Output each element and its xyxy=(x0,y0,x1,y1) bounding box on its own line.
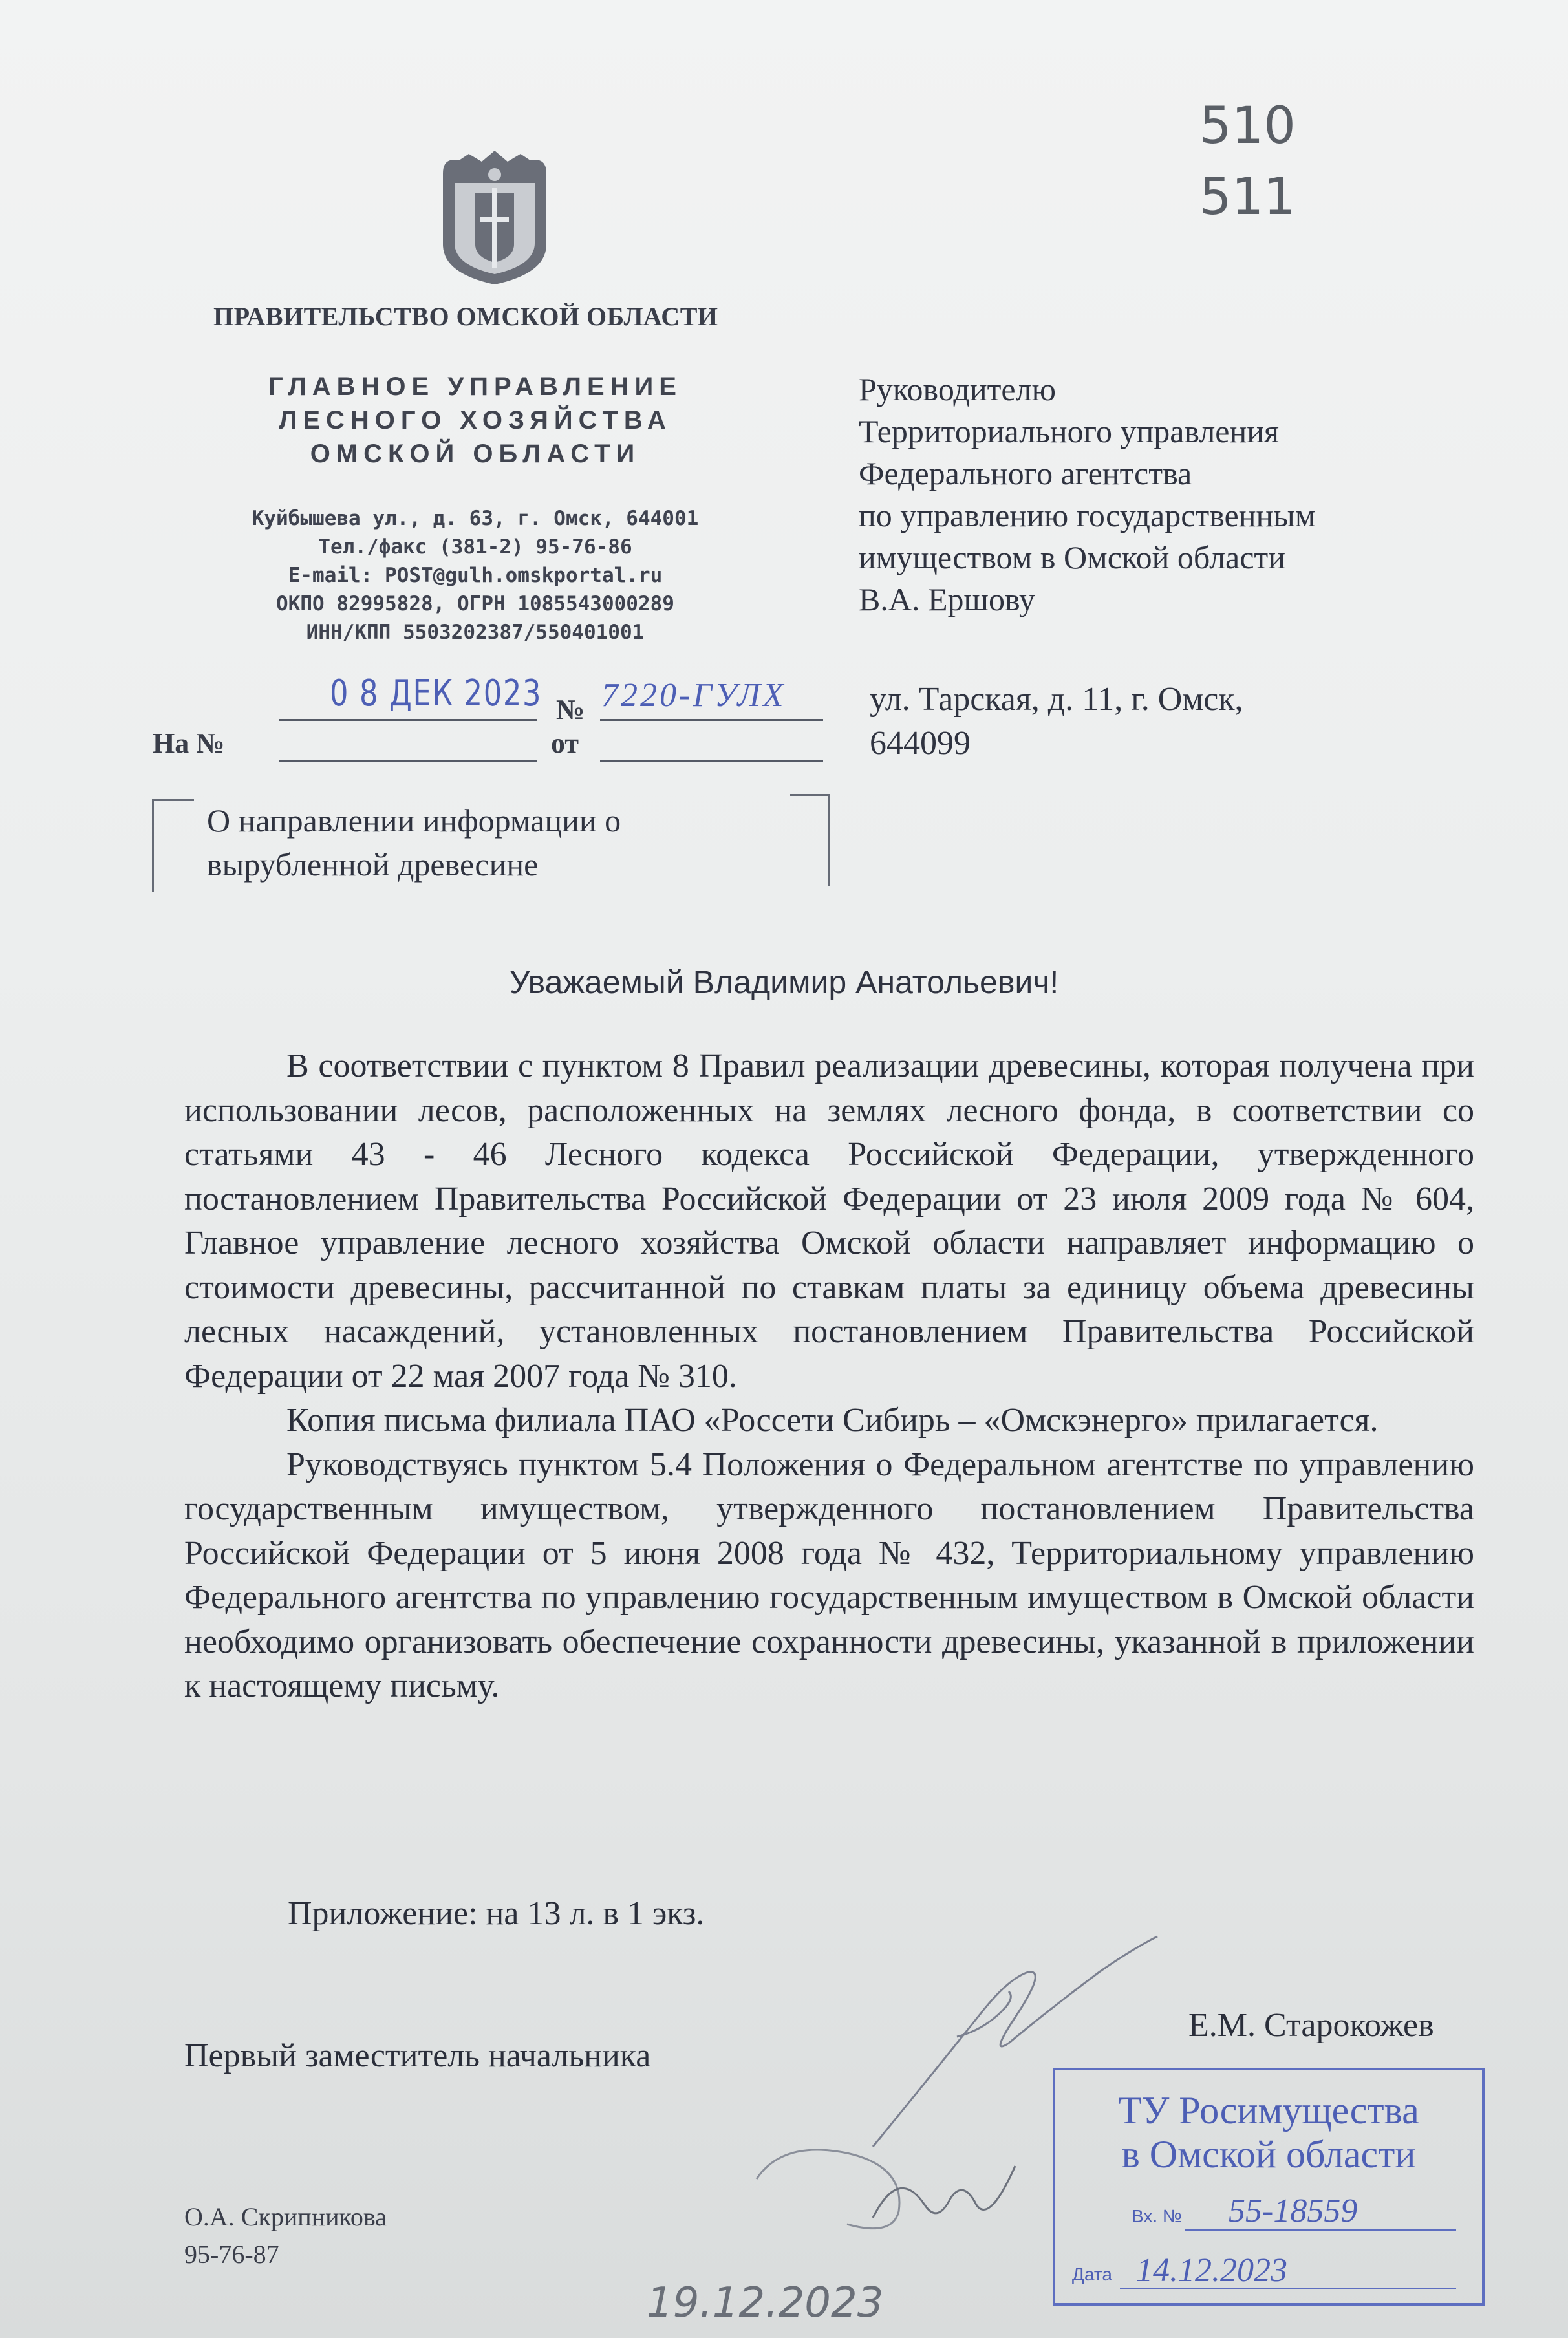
coat-of-arms-icon xyxy=(430,147,559,286)
body-paragraph: В соответствии с пунктом 8 Правил реализации древесины, которая получена при использовании лесов, расположенных на землях лесного фонда, в соответствии со статьями 43 - 46 Лесного кодекса Российской Федерации, утвержденного постановлением Правительства Российской Федерации от 23 июля 2009 года № 604, Главное управление лесного хозяйства Омской области направляет информацию о стоимости древесины, рассчитанной по ставкам платы за единицу объема древесины лесных насаждений, установленных постановлением Правительства Российской Федерации от 22 мая 2007 года № 310. xyxy=(184,1047,1474,1395)
executor-phone: 95-76-87 xyxy=(184,2240,279,2269)
number-line xyxy=(600,719,823,721)
stamp-title-line: в Омской области xyxy=(1121,2133,1416,2176)
registration-number: 7220-ГУЛХ xyxy=(601,677,786,714)
department-name xyxy=(194,370,757,471)
handwritten-number-1: 510 xyxy=(1199,97,1296,155)
subject-bracket-left xyxy=(152,799,194,892)
handwritten-number-2: 511 xyxy=(1199,168,1296,226)
executor-block xyxy=(184,2198,387,2273)
department-line: ЛЕСНОГО ХОЗЯЙСТВА xyxy=(279,406,672,434)
handwritten-note-top xyxy=(1199,91,1296,233)
addressee-line: Руководителю xyxy=(859,371,1056,407)
subject-line: О направлении информации о xyxy=(207,802,621,839)
handwritten-note-bottom xyxy=(310,2279,883,2327)
addressee-line: Территориального управления xyxy=(859,413,1279,449)
executor-name: О.А. Скрипникова xyxy=(184,2202,387,2231)
department-line: ОМСКОЙ ОБЛАСТИ xyxy=(310,440,641,468)
body-paragraph: Руководствуясь пунктом 5.4 Положения о Федеральном агентстве по управлению государственным имуществом, утвержденного постановлением Правительства Российской Федерации от 5 июня 2008 года № 432, Территориальному управлению Федерального агентства по управлению государственным имуществом в Омской области необходимо организовать обеспечение сохранности древесины, указанной в приложении к настоящему письму. xyxy=(184,1446,1474,1704)
contact-okpo: ОКПО 82995828, ОГРН 1085543000289 xyxy=(276,592,674,616)
addressee-block xyxy=(859,369,1316,621)
stamp-date-label: Дата xyxy=(1072,2264,1113,2284)
contact-phone: Тел./факс (381-2) 95-76-86 xyxy=(318,535,632,559)
registration-date-stamp: 0 8 ДЕК 2023 xyxy=(330,672,542,714)
government-name: ПРАВИТЕЛЬСТВО ОМСКОЙ ОБЛАСТИ xyxy=(213,302,718,331)
addressee-line: В.А. Ершову xyxy=(859,581,1035,617)
number-label: № xyxy=(556,694,585,725)
stamp-date-value: 14.12.2023 xyxy=(1136,2252,1287,2289)
addressee-address xyxy=(870,678,1243,766)
signer-name: Е.М. Старокожев xyxy=(1188,2007,1434,2044)
addressee-line: имуществом в Омской области xyxy=(859,539,1286,575)
signer-title: Первый заместитель начальника xyxy=(184,2037,651,2074)
address-line: 644099 xyxy=(870,725,971,762)
body-paragraph: Копия письма филиала ПАО «Россети Сибирь – «Омскэнерго» прилагается. xyxy=(286,1402,1379,1439)
stamp-title-line: ТУ Росимущества xyxy=(1118,2089,1419,2132)
subject-line: вырубленной древесине xyxy=(207,846,539,883)
department-contacts xyxy=(194,504,757,647)
reply-from-label: от xyxy=(551,727,579,759)
date-line xyxy=(279,719,537,721)
stamp-title xyxy=(1055,2088,1482,2176)
reply-number-line xyxy=(279,760,537,762)
address-line: ул. Тарская, д. 11, г. Омск, xyxy=(870,681,1243,718)
subject-bracket-right xyxy=(790,794,830,886)
stamp-in-number-label: Вх. № xyxy=(1132,2206,1182,2226)
contact-address: Куйбышева ул., д. 63, г. Омск, 644001 xyxy=(252,507,699,530)
incoming-registration-stamp xyxy=(1053,2068,1485,2306)
contact-inn: ИНН/КПП 5503202387/550401001 xyxy=(306,621,645,644)
contact-email: E-mail: POST@gulh.omskportal.ru xyxy=(288,564,663,587)
addressee-line: Федерального агентства xyxy=(859,455,1192,491)
handwritten-date: 19.12.2023 xyxy=(647,2279,884,2327)
letter-subject xyxy=(207,799,621,886)
stamp-in-number-value: 55-18559 xyxy=(1229,2193,1358,2229)
letter-body xyxy=(184,1044,1474,1709)
attachment-note: Приложение: на 13 л. в 1 экз. xyxy=(288,1895,705,1932)
greeting: Уважаемый Владимир Анатольевич! xyxy=(509,964,1059,1000)
department-line: ГЛАВНОЕ УПРАВЛЕНИЕ xyxy=(268,372,682,401)
receipt-signature-image xyxy=(744,2127,1035,2244)
addressee-line: по управлению государственным xyxy=(859,497,1316,533)
reply-to-label: На № xyxy=(153,727,225,759)
reply-date-line xyxy=(600,760,823,762)
